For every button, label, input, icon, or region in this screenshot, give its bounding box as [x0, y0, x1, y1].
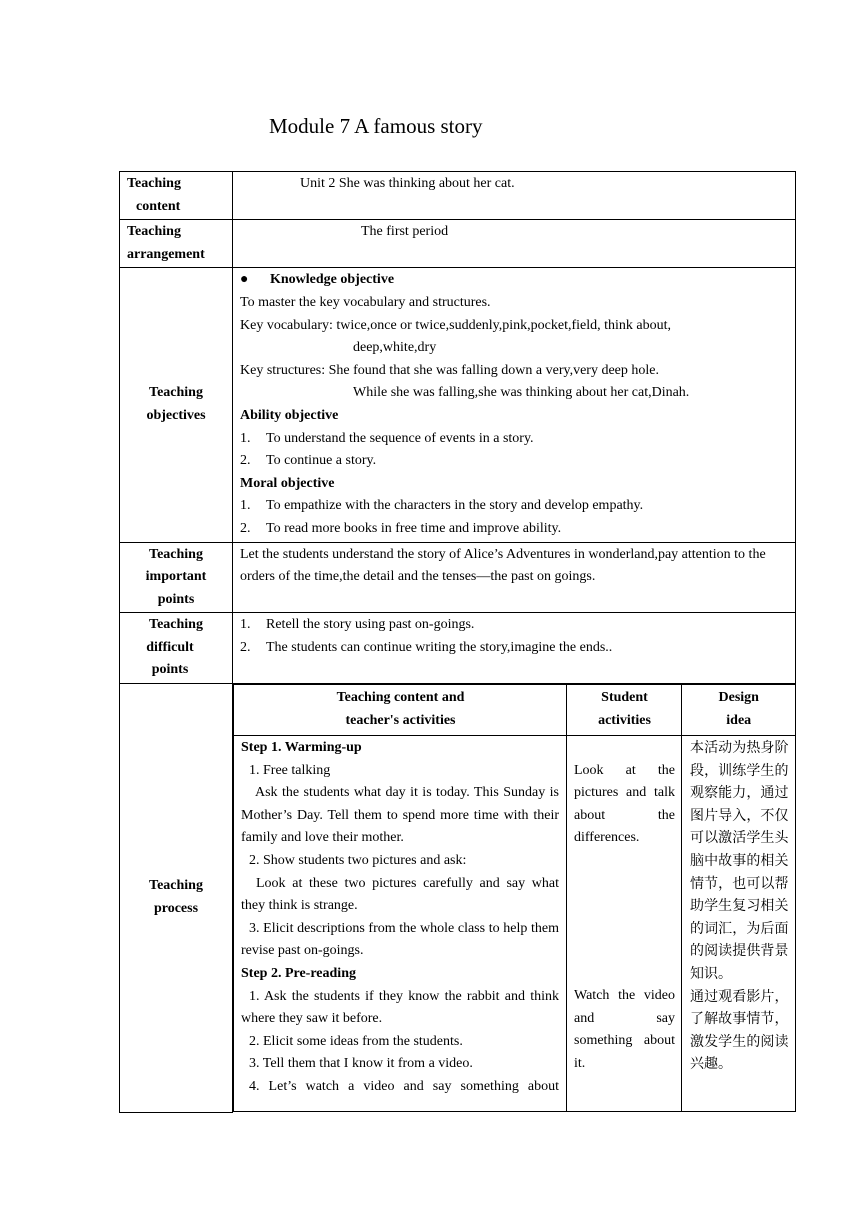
label-teaching-important-points [120, 542, 233, 613]
teaching-content-text: Unit 2 She was thinking about her cat. [300, 176, 515, 191]
row-teaching-difficult-points [120, 613, 796, 684]
list-number: 1. [240, 617, 251, 633]
label-teaching-difficult-points [120, 613, 233, 684]
activity-line: 1. Ask the students if they know the rabbit and think where they saw it before. [241, 988, 559, 1027]
activity-line: 4. Let’s watch a video and say something about [249, 1078, 559, 1094]
label-line: Teaching [127, 176, 181, 191]
process-container [233, 684, 796, 1113]
row-teaching-arrangement [120, 220, 796, 268]
activity-line: Ask the students what day it is today. This Sunday is Mother’s Day. Tell them to spend more time with their family and love their mother. [241, 785, 559, 846]
label-teaching-content [120, 172, 233, 220]
list-item [240, 428, 789, 451]
student-activity-1: Look at the pictures and talk about the differences. [574, 762, 675, 846]
list-item [240, 450, 789, 473]
activity-line: 2. Show students two pictures and ask: [249, 853, 467, 869]
list-number: 1. [240, 498, 251, 514]
header-line: teacher's activities [345, 713, 456, 729]
list-number: 1. [240, 430, 251, 446]
row-teaching-important-points [120, 542, 796, 613]
label-line: important [145, 569, 207, 585]
student-activities-cell [567, 736, 682, 1112]
list-item [240, 495, 789, 518]
lesson-plan-table [119, 171, 796, 1113]
value-teaching-objectives [233, 268, 796, 542]
important-points-text: Let the students understand the story of Alice’s Adventures in wonderland,pay attention to the orders of the time,the detail and the tenses—the past on goings. [240, 546, 766, 585]
label-line: objectives [146, 407, 206, 423]
list-text: To read more books in free time and improve ability. [266, 520, 562, 536]
label-line: Teaching [149, 546, 203, 562]
label-teaching-objectives [120, 268, 233, 542]
label-line: points [151, 662, 189, 678]
ability-objective-heading: Ability objective [240, 407, 339, 423]
design-idea-2: 通过观看影片，了解故事情节，激发学生的阅读兴趣。 [690, 988, 789, 1073]
process-table [233, 684, 796, 1112]
value-teaching-important-points [233, 542, 796, 613]
teaching-arrangement-text: The first period [361, 224, 449, 240]
label-line: content [136, 198, 181, 214]
key-structures-line: While she was falling,she was thinking about her cat,Dinah. [353, 385, 690, 401]
label-teaching-process [120, 684, 233, 1113]
list-number: 2. [240, 453, 251, 469]
activity-line: 1. Free talking [249, 762, 331, 778]
list-text: To continue a story. [266, 453, 377, 469]
header-teaching-content [234, 685, 567, 736]
key-structures-line: Key structures: She found that she was falling down a very,very deep hole. [240, 362, 659, 378]
list-number: 2. [240, 520, 251, 536]
step1-heading: Step 1. Warming-up [241, 740, 362, 756]
header-line: Design [718, 690, 759, 706]
design-idea-cell [682, 736, 796, 1112]
activity-line: 2. Elicit some ideas from the students. [249, 1033, 463, 1049]
label-line: process [153, 900, 199, 916]
header-line: Teaching content and [336, 690, 465, 706]
key-vocabulary-line: deep,white,dry [353, 340, 437, 356]
header-line: activities [598, 713, 651, 729]
label-line: Teaching [149, 385, 203, 401]
activity-line: Look at these two pictures carefully and say what they think is strange. [241, 875, 559, 914]
list-item [240, 637, 789, 660]
label-teaching-arrangement [120, 220, 233, 268]
header-line: idea [726, 713, 752, 729]
list-text: To empathize with the characters in the story and develop empathy. [266, 498, 644, 514]
teacher-activities-cell [234, 736, 567, 1112]
process-body-row [234, 736, 796, 1112]
list-item [240, 518, 789, 541]
label-line: Teaching [127, 224, 181, 240]
activity-line: 3. Tell them that I know it from a video. [249, 1056, 473, 1072]
header-student-activities [567, 685, 682, 736]
objective-line: To master the key vocabulary and structures. [240, 294, 491, 310]
knowledge-heading-text: Knowledge objective [270, 272, 395, 288]
list-item [240, 614, 789, 637]
list-number: 2. [240, 639, 251, 655]
header-design-idea [682, 685, 796, 736]
key-vocabulary-line: Key vocabulary: twice,once or twice,suddenly,pink,pocket,field, think about, [240, 317, 672, 333]
label-line: Teaching [149, 878, 203, 894]
value-teaching-difficult-points [233, 613, 796, 684]
label-line: Teaching [149, 617, 203, 633]
row-teaching-objectives [120, 268, 796, 542]
knowledge-objective-heading [240, 269, 789, 292]
header-line: Student [601, 690, 648, 706]
page-title: Module 7 A famous story [269, 114, 483, 138]
activity-line: 3. Elicit descriptions from the whole class to help them revise past on-goings. [241, 920, 559, 959]
row-teaching-process [120, 684, 796, 1113]
moral-objective-heading: Moral objective [240, 475, 335, 491]
list-text: Retell the story using past on-goings. [266, 617, 475, 633]
value-teaching-content [233, 172, 796, 220]
bullet-dot-icon: ● [240, 272, 249, 288]
step2-heading: Step 2. Pre-reading [241, 966, 356, 981]
label-line: arrangement [127, 246, 205, 262]
label-line: difficult [146, 639, 194, 655]
list-text: The students can continue writing the story,imagine the ends.. [266, 639, 613, 655]
design-idea-1: 本活动为热身阶段，训练学生的观察能力，通过图片导入，不仅可以激活学生头脑中故事的相关情节，也可以帮助学生复习相关的词汇，为后面的阅读提供背景知识。 [690, 740, 789, 982]
process-header-row [234, 685, 796, 736]
row-teaching-content [120, 172, 796, 220]
list-text: To understand the sequence of events in a story. [266, 430, 534, 446]
label-line: points [157, 591, 195, 607]
student-activity-2: Watch the video and say something about it. [574, 988, 675, 1071]
value-teaching-arrangement [233, 220, 796, 268]
